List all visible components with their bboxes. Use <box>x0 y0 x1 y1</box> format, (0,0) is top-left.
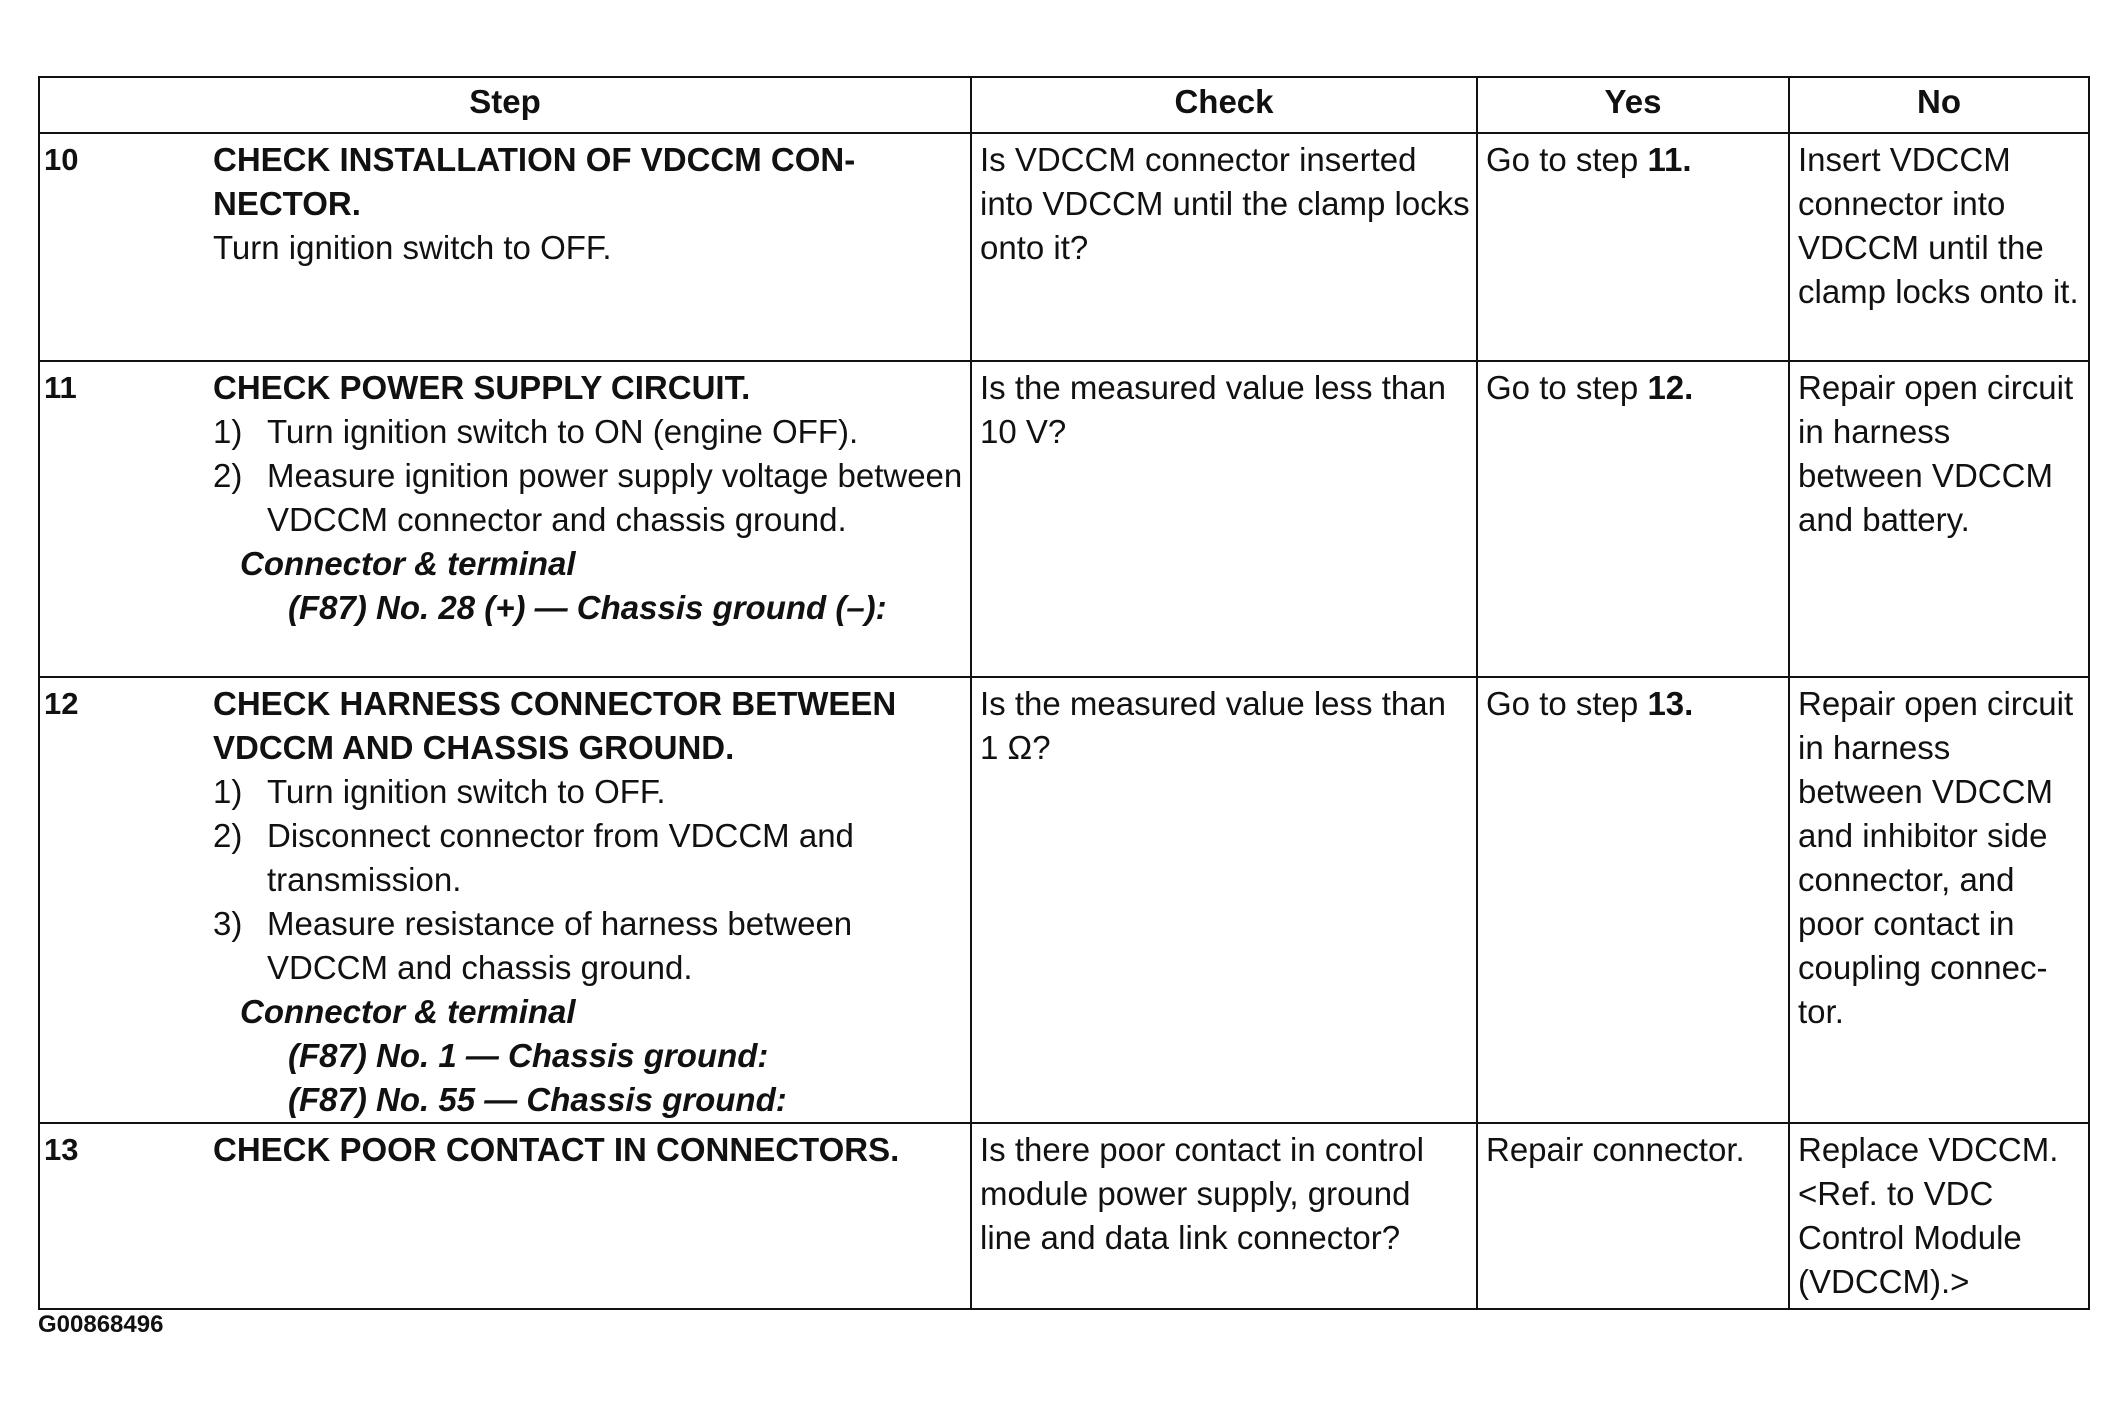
header-check: Check <box>971 77 1477 133</box>
yes-text <box>1478 362 1788 414</box>
substep-number: 2) <box>213 457 243 494</box>
no-cell <box>1789 1123 2089 1309</box>
check-text: Is the measured value less than 10 V? <box>980 369 1446 450</box>
no-text: Replace VDCCM. <Ref. to VDC Control Module (VDCCM).> <box>1798 1131 2059 1300</box>
header-no: No <box>1789 77 2089 133</box>
check-cell <box>971 361 1477 677</box>
connector-terminal: (F87) No. 55 — Chassis ground: <box>288 1081 787 1118</box>
yes-cell <box>1477 133 1789 361</box>
no-text: Repair open circuit in harness between VDCCM and inhibitor side connector, and poor contact in coupling connec-tor. <box>1798 685 2074 1030</box>
yes-step-ref: 11. <box>1647 141 1692 178</box>
step-cell <box>39 677 971 1123</box>
substep-number: 2) <box>213 817 243 854</box>
connector-terminal: (F87) No. 28 (+) — Chassis ground (–): <box>288 589 887 626</box>
no-text: Insert VDCCM connector into VDCCM until the clamp locks onto it. <box>1798 141 2079 310</box>
yes-step-ref: 12. <box>1647 369 1694 406</box>
step-title: CHECK HARNESS CONNECTOR BETWEEN VDCCM AND CHASSIS GROUND. <box>213 685 897 766</box>
substep <box>213 770 964 814</box>
header-yes: Yes <box>1477 77 1789 133</box>
table-row <box>39 1123 2089 1309</box>
table-row <box>39 677 2089 1123</box>
substep <box>213 814 964 902</box>
table-header-row <box>39 77 2089 133</box>
yes-text <box>1478 1124 1788 1176</box>
substep-text: Measure resistance of harness between VDCCM and chassis ground. <box>267 905 853 986</box>
connector-label: Connector & terminal <box>240 993 576 1030</box>
substep <box>213 454 964 542</box>
yes-cell <box>1477 1123 1789 1309</box>
step-title: CHECK INSTALLATION OF VDCCM CON-NECTOR. <box>213 141 856 222</box>
substep-text: Measure ignition power supply voltage between VDCCM connector and chassis ground. <box>267 457 963 538</box>
no-cell <box>1789 133 2089 361</box>
no-text: Repair open circuit in harness between VDCCM and battery. <box>1798 369 2074 538</box>
figure-id: G00868496 <box>38 1311 164 1338</box>
check-text: Is VDCCM connector inserted into VDCCM until the clamp locks onto it? <box>980 141 1470 266</box>
substep <box>213 902 964 990</box>
substep-number: 1) <box>213 773 243 810</box>
step-number: 10 <box>44 142 79 177</box>
check-cell <box>971 677 1477 1123</box>
substep-number: 1) <box>213 413 243 450</box>
yes-cell <box>1477 677 1789 1123</box>
yes-prefix: Go to step <box>1486 141 1648 178</box>
no-cell <box>1789 677 2089 1123</box>
step-number: 13 <box>44 1132 79 1167</box>
substep-text: Turn ignition switch to OFF. <box>267 773 666 810</box>
connector-terminal: (F87) No. 1 — Chassis ground: <box>288 1037 769 1074</box>
step-cell <box>39 361 971 677</box>
yes-prefix: Go to step <box>1486 685 1648 722</box>
table-row <box>39 361 2089 677</box>
check-cell <box>971 133 1477 361</box>
check-text: Is the measured value less than 1 Ω? <box>980 685 1446 766</box>
step-cell <box>39 133 971 361</box>
diagnostic-table <box>38 76 2090 1310</box>
check-text: Is there poor contact in control module power supply, ground line and data link connector? <box>980 1131 1424 1256</box>
substep <box>213 410 964 454</box>
connector-label: Connector & terminal <box>240 545 576 582</box>
step-number: 12 <box>44 686 79 721</box>
step-instruction: Turn ignition switch to OFF. <box>213 229 612 266</box>
step-title: CHECK POWER SUPPLY CIRCUIT. <box>213 369 751 406</box>
yes-cell <box>1477 361 1789 677</box>
yes-text <box>1478 134 1788 186</box>
yes-prefix: Go to step <box>1486 369 1648 406</box>
yes-text <box>1478 678 1788 730</box>
header-step: Step <box>39 77 971 133</box>
substep-number: 3) <box>213 905 243 942</box>
check-cell <box>971 1123 1477 1309</box>
substep-text: Disconnect connector from VDCCM and transmission. <box>267 817 854 898</box>
yes-prefix: Repair connector. <box>1486 1131 1745 1168</box>
no-cell <box>1789 361 2089 677</box>
substep-text: Turn ignition switch to ON (engine OFF). <box>267 413 859 450</box>
step-title: CHECK POOR CONTACT IN CONNECTORS. <box>213 1131 900 1168</box>
step-cell <box>39 1123 971 1309</box>
yes-step-ref: 13. <box>1647 685 1694 722</box>
table-row <box>39 133 2089 361</box>
step-number: 11 <box>44 370 77 405</box>
